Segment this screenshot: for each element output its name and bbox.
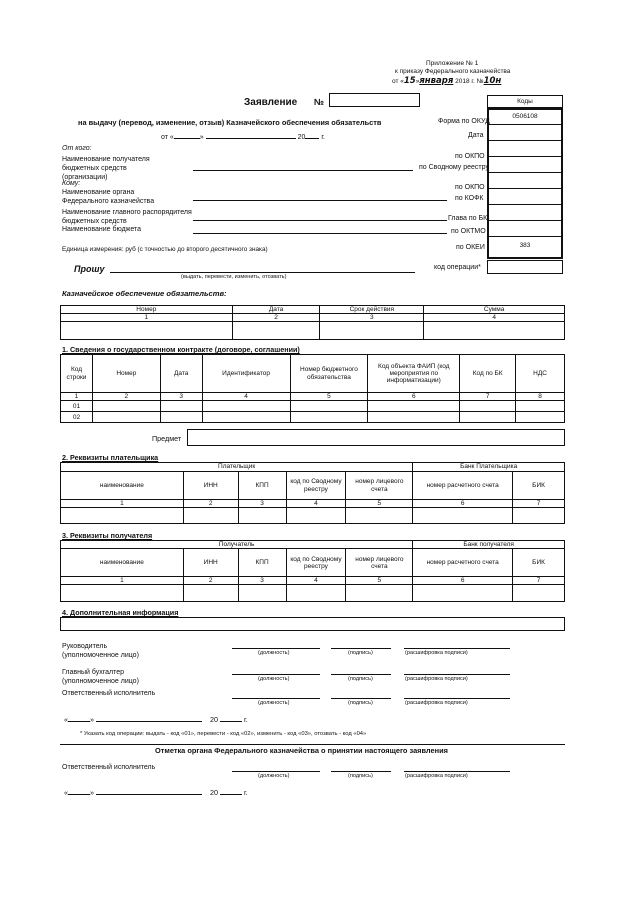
codes-header-cell bbox=[487, 95, 563, 108]
okei-value: 383 bbox=[519, 242, 531, 249]
okpo2-label: по ОКПО bbox=[455, 184, 485, 191]
s1-num: 8 bbox=[516, 393, 565, 401]
sign-date-q1: « bbox=[64, 715, 68, 724]
s3-num: 5 bbox=[346, 577, 413, 585]
s1-table bbox=[60, 354, 565, 423]
s2-col: номер лицевого счета bbox=[346, 472, 413, 500]
date-open: от « bbox=[161, 134, 174, 141]
s3-num: 3 bbox=[238, 577, 286, 585]
acc-cap-dec: (расшифровка подписи) bbox=[405, 676, 468, 682]
mark-exec-label: Ответственный исполнитель bbox=[62, 764, 156, 771]
s1-cell[interactable] bbox=[160, 401, 202, 412]
unit-label: Единица измерения: руб (с точностью до второго десятичного знака) bbox=[62, 246, 268, 253]
s1-col: Номер бюджетного обязательства bbox=[290, 355, 368, 393]
s3-col: ИНН bbox=[183, 549, 238, 577]
okpo-label: по ОКПО bbox=[455, 153, 485, 160]
mark-cap-dec: (расшифровка подписи) bbox=[405, 773, 468, 779]
request-line[interactable] bbox=[110, 272, 415, 273]
s2-col: БИК bbox=[513, 472, 565, 500]
s3-cell[interactable] bbox=[286, 585, 346, 602]
form-subtitle: на выдачу (перевод, изменение, отзыв) Казначейского обеспечения обязательств bbox=[78, 118, 382, 127]
acc-pos-line[interactable] bbox=[232, 674, 320, 675]
acc-cap-pos: (должность) bbox=[258, 676, 290, 682]
s2-num: 6 bbox=[413, 500, 513, 508]
sign-date bbox=[64, 715, 248, 724]
s2-col: номер расчетного счета bbox=[413, 472, 513, 500]
s1-col: Номер bbox=[92, 355, 160, 393]
s2-group-bank: Банк Плательщика bbox=[413, 463, 565, 472]
request-hint: (выдать, перевести, изменить, отозвать) bbox=[181, 274, 287, 280]
s1-col: Идентификатор bbox=[202, 355, 290, 393]
s2-cell[interactable] bbox=[513, 508, 565, 524]
s1-num: 3 bbox=[160, 393, 202, 401]
ko-num-1: 1 bbox=[61, 314, 233, 322]
exec-label: Ответственный исполнитель bbox=[62, 690, 156, 697]
s1-cell[interactable] bbox=[368, 401, 460, 412]
s1-row-code: 01 bbox=[61, 401, 93, 412]
s1-cell[interactable] bbox=[202, 401, 290, 412]
acc-label-1: Главный бухгалтер bbox=[62, 669, 124, 676]
s2-group-payer: Плательщик bbox=[61, 463, 413, 472]
s3-group-recipient: Получатель bbox=[61, 541, 413, 549]
s4-title: 4. Дополнительная информация bbox=[62, 608, 179, 617]
s2-num: 2 bbox=[183, 500, 238, 508]
s1-col: Дата bbox=[160, 355, 202, 393]
op-code-field[interactable] bbox=[487, 260, 563, 274]
acc-label bbox=[62, 668, 139, 687]
s2-title: 2. Реквизиты плательщика bbox=[62, 453, 159, 462]
ko-col-sum: Сумма bbox=[424, 306, 565, 314]
exec-dec-line[interactable] bbox=[404, 698, 510, 699]
organ-line[interactable] bbox=[193, 200, 447, 201]
s3-col: БИК bbox=[513, 549, 565, 577]
ko-col-date: Дата bbox=[232, 306, 320, 314]
s1-cell[interactable] bbox=[516, 412, 565, 423]
mark-pos-line[interactable] bbox=[232, 771, 320, 772]
to-label: Кому: bbox=[62, 180, 81, 187]
s1-cell[interactable] bbox=[290, 401, 368, 412]
sign-date-q2: » bbox=[90, 715, 94, 724]
number-field[interactable] bbox=[329, 93, 420, 107]
s3-cell[interactable] bbox=[238, 585, 286, 602]
organ-label: Наименование органа Федерального казначейства bbox=[62, 189, 155, 206]
head-pos-line[interactable] bbox=[232, 648, 320, 649]
okud-label: Форма по ОКУД bbox=[438, 118, 490, 125]
mark-cap-sig: (подпись) bbox=[348, 773, 373, 779]
mark-date-q2: » bbox=[90, 788, 94, 797]
s3-num: 7 bbox=[513, 577, 565, 585]
subject-field[interactable] bbox=[187, 429, 565, 446]
s3-cell[interactable] bbox=[513, 585, 565, 602]
s2-cell[interactable] bbox=[286, 508, 346, 524]
mark-divider bbox=[60, 744, 565, 745]
head-label bbox=[62, 642, 139, 661]
okud-value: 0506108 bbox=[512, 113, 538, 120]
ko-cell[interactable] bbox=[424, 322, 565, 340]
s3-cell[interactable] bbox=[346, 585, 413, 602]
head-cap-sig: (подпись) bbox=[348, 650, 373, 656]
appendix-prefix: от « bbox=[392, 78, 404, 85]
s2-cell[interactable] bbox=[183, 508, 238, 524]
s1-num: 6 bbox=[368, 393, 460, 401]
s1-cell[interactable] bbox=[290, 412, 368, 423]
ko-title: Казначейское обеспечение обязательств: bbox=[62, 289, 227, 298]
ko-col-number: Номер bbox=[61, 306, 233, 314]
s2-table bbox=[60, 462, 565, 524]
s1-cell[interactable] bbox=[460, 412, 516, 423]
s4-field[interactable] bbox=[60, 617, 565, 631]
s1-num: 7 bbox=[460, 393, 516, 401]
subject-label: Предмет bbox=[152, 434, 182, 443]
date-row bbox=[161, 134, 325, 141]
from-label: От кого: bbox=[62, 145, 92, 152]
gr-line[interactable] bbox=[193, 220, 447, 221]
s1-cell[interactable] bbox=[202, 412, 290, 423]
head-cap-dec: (расшифровка подписи) bbox=[405, 650, 468, 656]
s1-num: 5 bbox=[290, 393, 368, 401]
sign-date-year: 20 bbox=[210, 715, 218, 724]
date-close: » bbox=[199, 134, 204, 141]
s1-col: Код строки bbox=[61, 355, 93, 393]
s3-cell[interactable] bbox=[413, 585, 513, 602]
s3-num: 6 bbox=[413, 577, 513, 585]
gr-label: Наименование главного распорядителя бюджетных средств bbox=[62, 209, 192, 226]
head-sig-line[interactable] bbox=[331, 648, 391, 649]
mark-date-g: г. bbox=[244, 788, 248, 797]
s2-cell[interactable] bbox=[61, 508, 184, 524]
date-code-label: Дата bbox=[468, 132, 484, 139]
handwritten-month: января bbox=[419, 76, 454, 86]
s2-num: 5 bbox=[346, 500, 413, 508]
s2-col: наименование bbox=[61, 472, 184, 500]
s1-cell[interactable] bbox=[368, 412, 460, 423]
appendix-line2: к приказу Федерального казначейства bbox=[395, 68, 511, 75]
s2-num: 4 bbox=[286, 500, 346, 508]
ko-cell[interactable] bbox=[320, 322, 424, 340]
s3-table bbox=[60, 540, 565, 602]
handwritten-number: 10н bbox=[483, 76, 502, 86]
s2-col: КПП bbox=[238, 472, 286, 500]
mark-cap-pos: (должность) bbox=[258, 773, 290, 779]
s3-col: номер расчетного счета bbox=[413, 549, 513, 577]
kofk-label: по КОФК bbox=[455, 195, 484, 202]
acc-sig-line[interactable] bbox=[331, 674, 391, 675]
footnote: * Указать код операции: выдать - код «01», перевести - код «02», изменить - код «03», отозвать - код «04» bbox=[80, 731, 367, 737]
number-label: № bbox=[314, 97, 325, 107]
s3-cell[interactable] bbox=[183, 585, 238, 602]
s1-num: 2 bbox=[92, 393, 160, 401]
s3-title: 3. Реквизиты получателя bbox=[62, 531, 153, 540]
s2-cell[interactable] bbox=[346, 508, 413, 524]
ko-cell[interactable] bbox=[61, 322, 233, 340]
s3-col: наименование bbox=[61, 549, 184, 577]
s1-col: Код по БК bbox=[460, 355, 516, 393]
mark-dec-line[interactable] bbox=[404, 771, 510, 772]
s3-num: 1 bbox=[61, 577, 184, 585]
head-dec-line[interactable] bbox=[404, 648, 510, 649]
exec-cap-pos: (должность) bbox=[258, 700, 290, 706]
s3-col: номер лицевого счета bbox=[346, 549, 413, 577]
s1-num: 1 bbox=[61, 393, 93, 401]
ko-col-term: Срок действия bbox=[320, 306, 424, 314]
mark-sig-line[interactable] bbox=[331, 771, 391, 772]
appendix-line3: от «15»января 2018 г. №10н bbox=[392, 76, 502, 86]
head-label-2: (уполномоченное лицо) bbox=[62, 652, 139, 660]
oktmo-label: по ОКТМО bbox=[451, 228, 486, 235]
s1-cell[interactable] bbox=[516, 401, 565, 412]
okei-label: по ОКЕИ bbox=[456, 244, 485, 251]
head-label-1: Руководитель bbox=[62, 643, 108, 650]
s2-num: 7 bbox=[513, 500, 565, 508]
s1-title: 1. Сведения о государственном контракте (договоре, соглашении) bbox=[62, 345, 300, 354]
codes-header: Коды bbox=[517, 98, 533, 105]
acc-dec-line[interactable] bbox=[404, 674, 510, 675]
s1-col: НДС bbox=[516, 355, 565, 393]
s3-group-bank: Банк получателя bbox=[413, 541, 565, 549]
s2-num: 3 bbox=[238, 500, 286, 508]
s3-num: 2 bbox=[183, 577, 238, 585]
ko-num-3: 3 bbox=[320, 314, 424, 322]
budget-line[interactable] bbox=[193, 233, 447, 234]
s1-cell[interactable] bbox=[160, 412, 202, 423]
exec-cap-sig: (подпись) bbox=[348, 700, 373, 706]
exec-cap-dec: (расшифровка подписи) bbox=[405, 700, 468, 706]
s3-col: код по Сводному реестру bbox=[286, 549, 346, 577]
exec-sig-line[interactable] bbox=[331, 698, 391, 699]
s3-num: 4 bbox=[286, 577, 346, 585]
ko-cell[interactable] bbox=[232, 322, 320, 340]
glava-label: Глава по БК bbox=[448, 215, 488, 222]
appendix-line1: Приложение № 1 bbox=[426, 60, 479, 67]
request-label: Прошу bbox=[74, 264, 105, 274]
s1-num: 4 bbox=[202, 393, 290, 401]
s2-cell[interactable] bbox=[238, 508, 286, 524]
op-code-label: код операции* bbox=[434, 264, 481, 271]
mark-date-year: 20 bbox=[210, 788, 218, 797]
s1-col: Код объекта ФАИП (код мероприятия по информатизации) bbox=[368, 355, 460, 393]
ko-num-4: 4 bbox=[424, 314, 565, 322]
svodny-label: по Сводному реестру bbox=[419, 164, 489, 171]
s2-cell[interactable] bbox=[413, 508, 513, 524]
s1-cell[interactable] bbox=[460, 401, 516, 412]
s3-col: КПП bbox=[238, 549, 286, 577]
date-suffix: г. bbox=[321, 134, 326, 141]
mark-date-q1: « bbox=[64, 788, 68, 797]
acc-label-2: (уполномоченное лицо) bbox=[62, 678, 139, 686]
s2-num: 1 bbox=[61, 500, 184, 508]
ko-table bbox=[60, 305, 565, 340]
sign-date-g: г. bbox=[244, 715, 248, 724]
mark-title: Отметка органа Федерального казначейства о принятии настоящего заявления bbox=[155, 746, 448, 755]
acc-cap-sig: (подпись) bbox=[348, 676, 373, 682]
head-cap-pos: (должность) bbox=[258, 650, 290, 656]
recipient-line[interactable] bbox=[193, 170, 413, 171]
s2-col: ИНН bbox=[183, 472, 238, 500]
handwritten-day: 15 bbox=[403, 76, 416, 86]
appendix-year: 2018 г. № bbox=[455, 78, 484, 85]
s1-cell[interactable] bbox=[92, 412, 160, 423]
s3-cell[interactable] bbox=[61, 585, 184, 602]
form-title: Заявление bbox=[244, 97, 298, 108]
date-year: 20 bbox=[297, 134, 306, 141]
s1-cell[interactable] bbox=[92, 401, 160, 412]
s1-row-code: 02 bbox=[61, 412, 93, 423]
mark-date bbox=[64, 788, 248, 797]
s2-col: код по Сводному реестру bbox=[286, 472, 346, 500]
recipient-label: Наименование получателя бюджетных средств (организации) bbox=[62, 156, 150, 182]
budget-label: Наименование бюджета bbox=[62, 226, 142, 233]
ko-num-2: 2 bbox=[232, 314, 320, 322]
exec-pos-line[interactable] bbox=[232, 698, 320, 699]
